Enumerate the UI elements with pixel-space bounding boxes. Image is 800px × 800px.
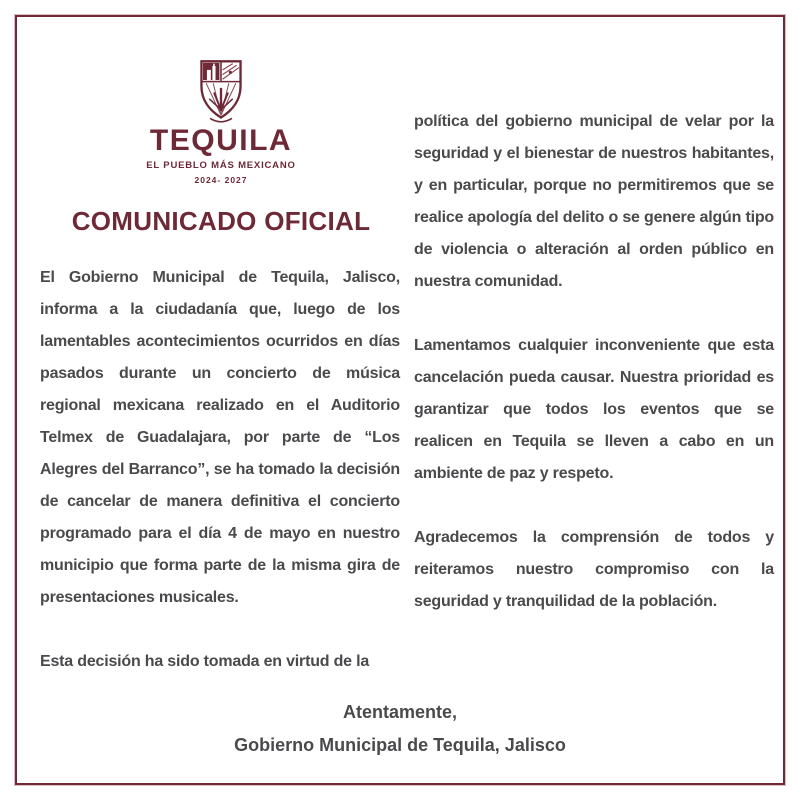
logo-wordmark: TEQUILA (149, 124, 293, 157)
right-column (414, 106, 774, 618)
logo-tagline: EL PUEBLO MÁS MEXICANO (146, 160, 296, 171)
body-paragraph: Agradecemos la comprensión de todos y reiteramos nuestro compromiso con la seguridad y tranquilidad de la población. (414, 529, 774, 610)
closing-signature: Gobierno Municipal de Tequila, Jalisco (234, 735, 566, 755)
body-paragraph: Esta decisión ha sido tomada en virtud de la (40, 653, 370, 670)
closing-salutation: Atentamente, (342, 702, 458, 722)
municipal-logo (38, 58, 404, 185)
tequila-crest-icon (196, 58, 246, 124)
left-column (40, 262, 400, 678)
body-paragraph: El Gobierno Municipal de Tequila, Jalisco, informa a la ciudadanía que, luego de los lamentables acontecimientos ocurridos en días pasados durante un concierto de música regional mexicana realizado en el Auditorio Telmex de Guadalajara, por parte de “Los Alegres del Barranco”, se ha tomado la decisión de cancelar de manera definitiva el concierto programado para el día 4 de mayo en nuestro municipio que forma parte de la misma gira de presentaciones musicales. (40, 269, 400, 606)
closing-block (0, 696, 800, 762)
body-paragraph: política del gobierno municipal de velar por la seguridad y el bienestar de nuestros habitantes, y en particular, porque no permitiremos que se realice apología del delito o se genere algún tipo de violencia o alteración al orden público en nuestra comunidad. (414, 113, 774, 290)
body-paragraph: Lamentamos cualquier inconveniente que esta cancelación pueda causar. Nuestra prioridad es garantizar que todos los eventos que se realicen en Tequila se lleven a cabo en un ambiente de paz y respeto. (414, 337, 774, 482)
logo-period: 2024- 2027 (194, 175, 248, 185)
page-title: COMUNICADO OFICIAL (71, 206, 371, 236)
